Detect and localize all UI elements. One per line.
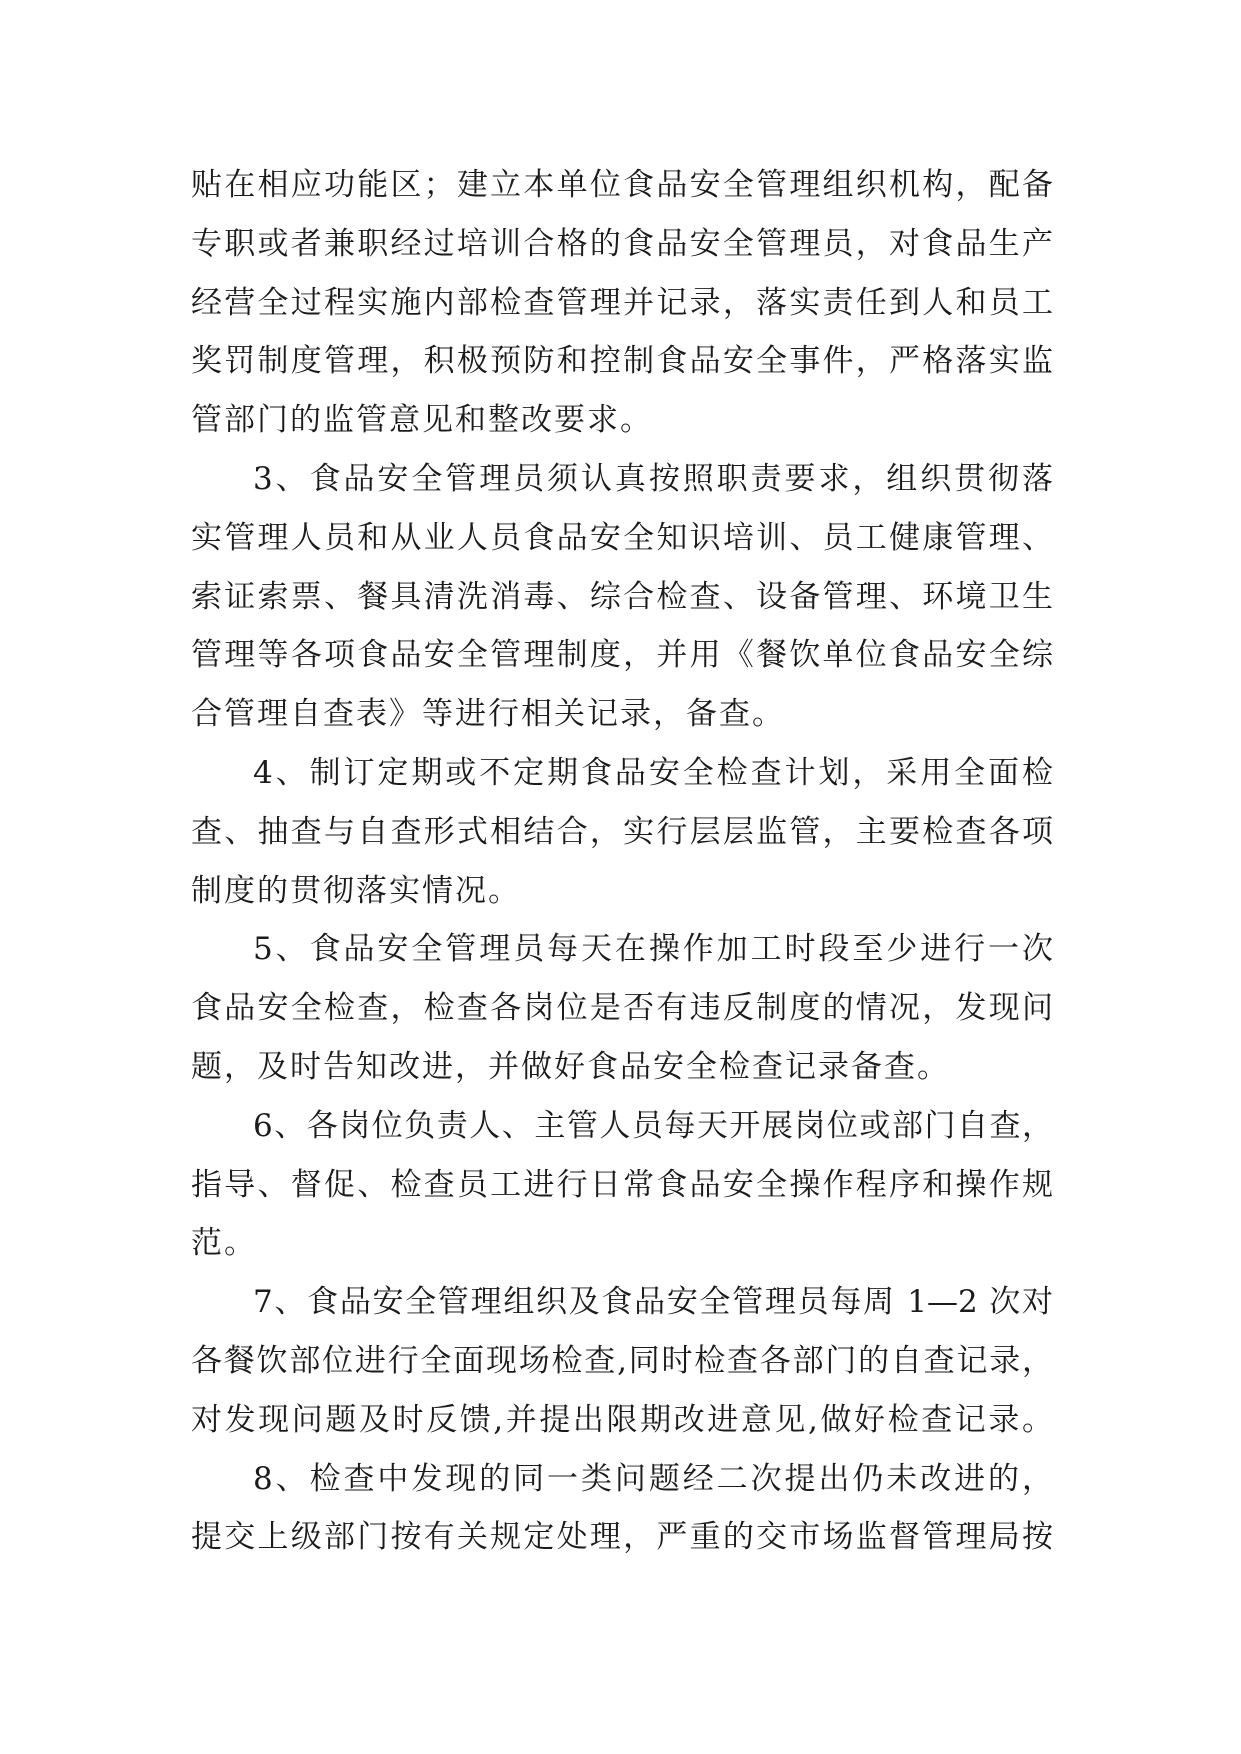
- text-line: 3、食品安全管理员须认真按照职责要求，组织贯彻落: [253, 460, 1053, 497]
- text-line: 7、食品安全管理组织及食品安全管理员每周 1—2 次对: [253, 1284, 1053, 1321]
- text-line: 实管理人员和从业人员食品安全知识培训、员工健康管理、: [191, 519, 1053, 556]
- text-line: 贴在相应功能区；建立本单位食品安全管理组织机构，配备: [191, 167, 1053, 203]
- text-line: 查、抽查与自查形式相结合，实行层层监管，主要检查各项: [191, 813, 1053, 850]
- body-text: [191, 156, 1053, 1567]
- text-line: 6、各岗位负责人、主管人员每天开展岗位或部门自查，: [253, 1107, 1053, 1144]
- paragraph-item-6: [191, 1097, 1053, 1273]
- paragraph-item-3: [191, 450, 1053, 744]
- text-line: 食品安全检查，检查各岗位是否有违反制度的情况，发现问: [191, 990, 1053, 1027]
- text-line: 专职或者兼职经过培训合格的食品安全管理员，对食品生产: [191, 225, 1053, 262]
- text-line: 指导、督促、检查员工进行日常食品安全操作程序和操作规: [191, 1166, 1053, 1203]
- text-line: 各餐饮部位进行全面现场检查,同时检查各部门的自查记录，: [191, 1342, 1053, 1379]
- text-line: 5、食品安全管理员每天在操作加工时段至少进行一次: [253, 931, 1053, 968]
- text-line: 题，及时告知改进，并做好食品安全检查记录备查。: [191, 1048, 950, 1085]
- text-line: 经营全过程实施内部检查管理并记录，落实责任到人和员工: [191, 284, 1053, 321]
- paragraph-item-5: [191, 920, 1053, 1096]
- paragraph-item-8: [191, 1450, 1053, 1568]
- text-line: 对发现问题及时反馈,并提出限期改进意见,做好检查记录。: [191, 1401, 1053, 1438]
- text-line: 提交上级部门按有关规定处理，严重的交市场监督管理局按: [191, 1519, 1053, 1556]
- paragraph-item-4: [191, 744, 1053, 920]
- text-line: 8、检查中发现的同一类问题经二次提出仍未改进的，: [253, 1460, 1053, 1497]
- text-line: 索证索票、餐具清洗消毒、综合检查、设备管理、环境卫生: [191, 578, 1053, 615]
- text-line: 范。: [191, 1225, 257, 1262]
- text-line: 管部门的监管意见和整改要求。: [191, 402, 653, 439]
- text-line: 奖罚制度管理，积极预防和控制食品安全事件，严格落实监: [191, 343, 1053, 380]
- text-line: 制度的贯彻落实情况。: [191, 872, 521, 909]
- text-line: 4、制订定期或不定期食品安全检查计划，采用全面检: [253, 754, 1053, 791]
- paragraph: [191, 156, 1053, 450]
- text-line: 管理等各项食品安全管理制度，并用《餐饮单位食品安全综: [191, 637, 1053, 674]
- text-line: 合管理自查表》等进行相关记录，备查。: [191, 696, 785, 733]
- paragraph-item-7: [191, 1273, 1053, 1449]
